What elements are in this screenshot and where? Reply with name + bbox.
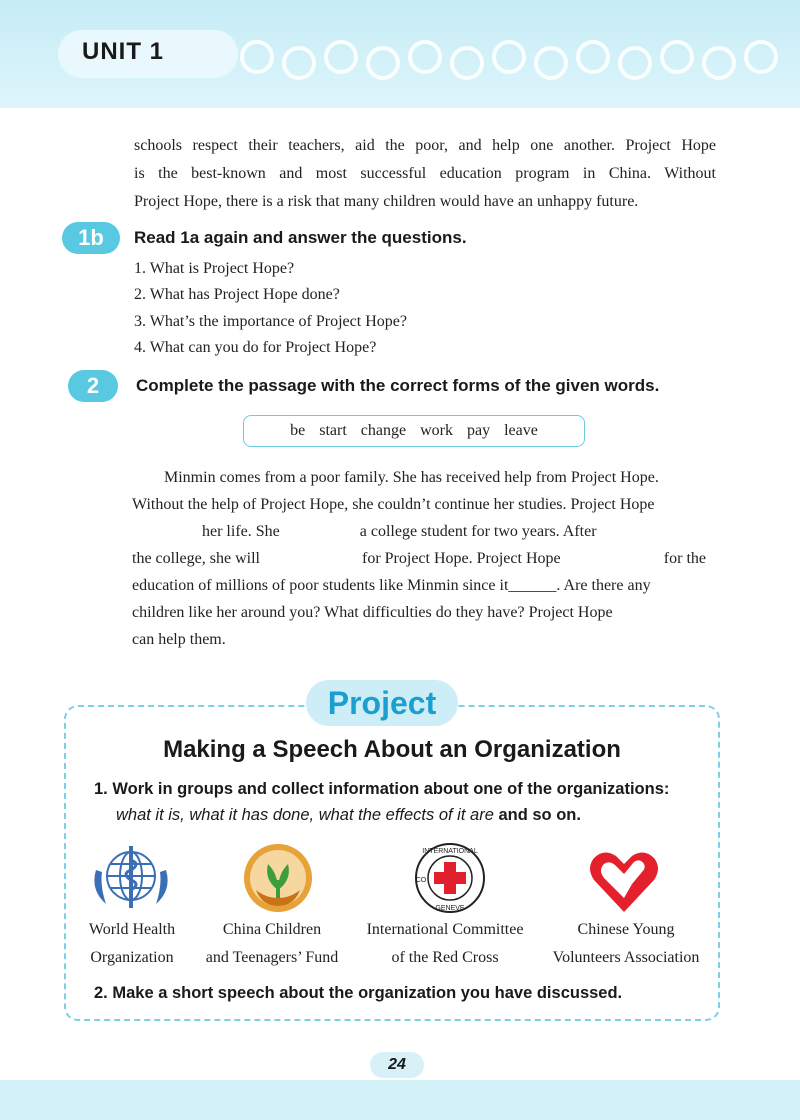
- section-badge-2: 2: [68, 370, 118, 402]
- project-item-2: 2. Make a short speech about the organization you have discussed.: [94, 984, 623, 1002]
- circle-icon: [492, 40, 526, 74]
- circle-icon: [744, 40, 778, 74]
- org-caption: [187, 916, 357, 972]
- passage-line: Without the help of Project Hope, she couldn’t continue her studies. Project Hope: [132, 496, 655, 513]
- passage-line: [132, 572, 716, 599]
- passage-line: children like her around you? What difficulties do they have? Project Hope: [132, 604, 613, 621]
- section-badge-1b: 1b: [62, 222, 120, 254]
- circle-icon: [576, 40, 610, 74]
- question-item: 3. What’s the importance of Project Hope?: [134, 313, 407, 330]
- circle-icon: [702, 46, 736, 80]
- project-item-1-tail: and so on.: [493, 806, 581, 824]
- logo-lettering: INTERNATIONAL: [422, 848, 478, 855]
- fill-in-passage: [132, 464, 716, 653]
- passage-line: can help them.: [132, 631, 226, 648]
- red-cross-logo-icon: [410, 840, 490, 925]
- page-footer: [0, 1080, 800, 1120]
- org-caption-line: and Teenagers’ Fund: [205, 949, 339, 966]
- question-item: 1. What is Project Hope?: [134, 260, 295, 277]
- passage-fragment: education of millions of poor students like Minmin since it: [132, 577, 509, 594]
- passage-fragment: the college, she will: [132, 550, 260, 567]
- passage-fragment: her life. She: [202, 523, 280, 540]
- passage-fragment: for the: [663, 550, 706, 567]
- org-caption: [350, 916, 540, 972]
- passage-fragment: a college student for two years. After: [359, 523, 597, 540]
- passage-line: [132, 518, 716, 545]
- blank[interactable]: ______: [508, 577, 557, 594]
- instruction-1b: Read 1a again and answer the questions.: [134, 228, 467, 247]
- unit-label: UNIT 1: [82, 38, 165, 65]
- org-caption-line: International Committee: [366, 921, 524, 938]
- org-caption-line: Chinese Young: [577, 921, 675, 938]
- circle-icon: [660, 40, 694, 74]
- decorative-circles: [240, 36, 800, 76]
- circle-icon: [282, 46, 316, 80]
- org-caption-line: World Health: [88, 921, 176, 938]
- passage-line: [132, 545, 716, 572]
- circle-icon: [534, 46, 568, 80]
- question-item: 4. What can you do for Project Hope?: [134, 339, 377, 356]
- circle-icon: [324, 40, 358, 74]
- intro-line: schools respect their teachers, aid the poor, and help one another. Project Hope: [134, 137, 716, 154]
- passage-line: Minmin comes from a poor family. She has received help from Project Hope.: [164, 469, 659, 486]
- project-item-1: 1. Work in groups and collect information about one of the organizations:: [94, 780, 670, 798]
- passage-fragment: . Are there any: [556, 577, 651, 594]
- word-box: be start change work pay leave: [243, 415, 585, 447]
- intro-line: Project Hope, there is a risk that many children would have an unhappy future.: [134, 193, 639, 210]
- circle-icon: [450, 46, 484, 80]
- page-number: 24: [388, 1056, 406, 1073]
- circle-icon: [366, 46, 400, 80]
- passage-fragment: for Project Hope. Project Hope: [362, 550, 561, 567]
- circle-icon: [240, 40, 274, 74]
- project-subtitle: Making a Speech About an Organization: [163, 736, 621, 763]
- project-title: Project: [327, 685, 437, 721]
- intro-paragraph: [134, 132, 716, 216]
- instruction-2: Complete the passage with the correct forms of the given words.: [136, 376, 660, 395]
- intro-line: is the best-known and most successful education program in China. Without: [134, 165, 716, 182]
- who-logo-icon: [86, 840, 176, 925]
- project-item-1-detail: [116, 806, 581, 825]
- logo-lettering: GENEVE: [435, 905, 465, 912]
- org-caption-line: Organization: [90, 949, 174, 966]
- project-item-1-italic: what it is, what it has done, what the effects of it are: [116, 806, 494, 824]
- circle-icon: [618, 46, 652, 80]
- logo-lettering: CO: [415, 877, 427, 884]
- org-caption-line: China Children: [222, 921, 322, 938]
- cctf-logo-icon: [238, 840, 318, 925]
- org-caption-line: of the Red Cross: [391, 949, 499, 966]
- heart-hand-logo-icon: [584, 840, 664, 925]
- question-item: 2. What has Project Hope done?: [134, 286, 340, 303]
- org-caption-line: Volunteers Association: [552, 949, 700, 966]
- circle-icon: [408, 40, 442, 74]
- org-caption: [536, 916, 716, 972]
